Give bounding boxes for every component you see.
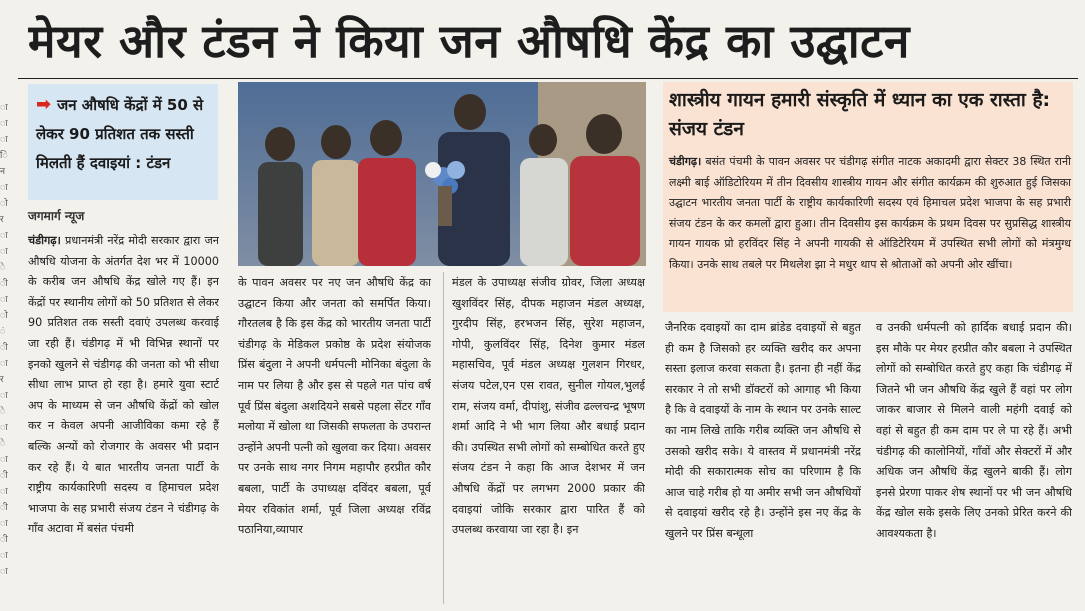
side-story-dateline: चंडीगढ़।	[669, 155, 702, 168]
column-divider	[443, 272, 444, 604]
headline: मेयर और टंडन ने किया जन औषधि केंद्र का उद्घाटन	[28, 14, 910, 68]
pull-quote-box	[28, 84, 218, 200]
previous-page-edge: ा ा ा ि न ा ो र ा ा े ी ा ो ं ी ा र ा े ा े ा ी ा ी ा ी ा ा	[0, 103, 8, 577]
article-column-1	[28, 231, 219, 606]
side-story-text: बसंत पंचमी के पावन अवसर पर चंडीगढ़ संगीत नाटक अकादमी द्वारा सेक्टर 38 स्थित रानी लक्ष्मी बाई ऑडिटोरियम में तीन दिवसीय शास्त्रीय गायन और संगीत कार्यक्रम की शुरुआत हुई जिसका उद्घाटन भारतीय जनता पार्टी के राष्ट्रीय कार्यकारिणी सदस्य एवं हिमाचल प्रदेश भाजपा के सह प्रभारी संजय टंडन के कर कमलों द्वारा हुआ। तीन दिवसीय इस कार्यक्रम के प्रथम दिवस पर सुप्रसिद्ध शास्त्रीय गायन गायक प्रो हरविंदर सिंह ने अपनी गायकी से ऑडिटेरियम में उपस्थित सभी लोगों को मंत्रमुग्ध किया। उनके साथ तबले पर मिथलेश झा ने मधुर थाप से श्रोताओं को अपनी ओर खींचा।	[669, 155, 1071, 271]
pull-quote-text: जन औषधि केंद्रों में 50 से लेकर 90 प्रतिशत तक सस्ती मिलती हैं दवाइयां : टंडन	[36, 96, 204, 172]
side-story-title: शास्त्रीय गायन हमारी संस्कृति में ध्यान का एक रास्ता है: संजय टंडन	[669, 89, 1051, 140]
article-column-2: के पावन अवसर पर नए जन औषधि केंद्र का उद्घाटन किया और जनता को समर्पित किया। गौरतलब है कि इस केंद्र को भारतीय जनता पार्टी चंडीगढ़ के मेडिकल प्रकोष्ठ के प्रदेश संयोजक प्रिंस बंदुला ने अपनी धर्मपत्नी मोनिका बंदुला के नाम पर लिया है और इस से पहले गत पांच वर्ष पूर्व प्रिंस बंदुला अशदियने सबसे पहला सेंटर गाँव मलोया में खोला था जिसकी सफलता के उपरान्त उन्होंने अपनी पत्नी को खुलवा कर दिया। अवसर पर उनके साथ नगर निगम महापौर हरप्रीत कौर बबला, पार्टी के उपाध्यक्ष दविंदर बबला, पूर्व मेयर रविकांत शर्मा, पूर्व जिला अध्यक्ष रविंद्र पठानिया,व्यापार	[238, 276, 431, 537]
group-photo-image	[238, 82, 646, 266]
news-photo	[238, 82, 646, 266]
top-rule	[18, 78, 1078, 79]
arrow-right-icon: ➡	[36, 94, 52, 115]
byline: जगमार्ग न्यूज	[28, 209, 85, 223]
dateline: चंडीगढ़।	[28, 234, 61, 247]
article-column-3: मंडल के उपाध्यक्ष संजीव ग्रोवर, जिला अध्यक्ष खुशविंदर सिंह, दीपक महाजन मंडल अध्यक्ष, गुरदीप सिंह, हरभजन सिंह, सुरेश महाजन, गोपी, कुलविंदर सिंह, दिनेश कुमार मंडल महासचिव, पूर्व मंडल अध्यक्ष गुलशन गिरधर, संजय पटेल,एन एस रावत, सुनील गोयल,भुलई राम, संजय वर्मा, दीपांशु, संजीव ढल्लचन्द्र भूषण शर्मा आदि ने भी भाग लिया और बधाई प्रदान की। उपस्थित सभी लोगों को सम्बोधित करते हुए संजय टंडन ने कहा कि आज देशभर में जन औषधि केंद्रों पर लगभग 2000 प्रकार की दवाइयां जोकि सरकार द्वारा पारित हैं को उपलब्ध करवाया जा रहा है। इन	[452, 276, 645, 537]
column-1-text: प्रधानमंत्री नरेंद्र मोदी सरकार द्वारा जन औषधि योजना के अंतर्गत देश भर में 10000 के करीब जन औषधि केंद्र खोले गए हैं। इन केंद्रों पर स्थानीय लोगों को 50 प्रतिशत से लेकर 90 प्रतिशत तक सस्ती दवाएं उपलब्ध करवाई जा रही हैं। चंडीगढ़ में भी विभिन्न स्थानों पर इनको खुलने से चंडीगढ़ की जनता को भी सीधा सीधा लाभ प्राप्त हो रहा है। हमारे युवा स्टार्ट अप के माध्यम से जन औषधि केंद्रों को खोल कर न केवल अपनी आजीविका कमा रहे हैं बल्कि अन्यों को रोजगार के अवसर भी प्रदान कर रहे हैं। ये बात भारतीय जनता पार्टी के राष्ट्रीय कार्यकारिणी सदस्य व हिमाचल प्रदेश भाजपा के सह प्रभारी संजय टंडन ने चंडीगढ़ के गाँव अटावा में बसंत पंचमी	[28, 234, 219, 536]
article-column-4: जैनरिक दवाइयों का दाम ब्रांडेड दवाइयों से बहुत ही कम है जिसको हर व्यक्ति खरीद कर अपना सस्ता इलाज करवा सकता है। इतना ही नहीं केंद्र सरकार ने तो सभी डॉक्टरों को आगाह भी किया है कि वे दवाइयों के नाम के स्थान पर उनके साल्ट का नाम लिखे ताकि गरीब व्यक्ति जन औषधि से उसको खरीद सके। ये वास्तव में प्रधानमंत्री नरेंद्र मोदी की सकारात्मक सोच का परिणाम है कि आज चाहे गरीब हो या अमीर सभी जन औषधियों से दवाइयां खरीद रहे है। उन्होंने इस नए केंद्र के खुलने पर प्रिंस बन्धूला	[665, 321, 861, 540]
side-story-body	[669, 152, 1071, 275]
article-column-5: व उनकी धर्मपत्नी को हार्दिक बधाई प्रदान की। इस मौके पर मेयर हरप्रीत कौर बबला ने उपस्थित लोगों को सम्बोधित करते हुए कहा कि चंडीगढ़ में जितने भी जन औषधि केंद्र खुले हैं वहां पर लोग जाकर बाजार से मिलने वाली महंगी दवाई को वहां से बहुत ही कम दाम पर ले पा रहे हैं। अभी चंडीगढ़ की कालोनियों, गाँवों और सेक्टरों में और अधिक जन औषधि केंद्र खुलने बाकी हैं। लोग इनसे प्रेरणा पाकर शेष स्थानों पर भी जन औषधि केंद्र खोल सके इसके लिए उनको प्रेरित करने की आवश्यकता है।	[876, 321, 1072, 540]
